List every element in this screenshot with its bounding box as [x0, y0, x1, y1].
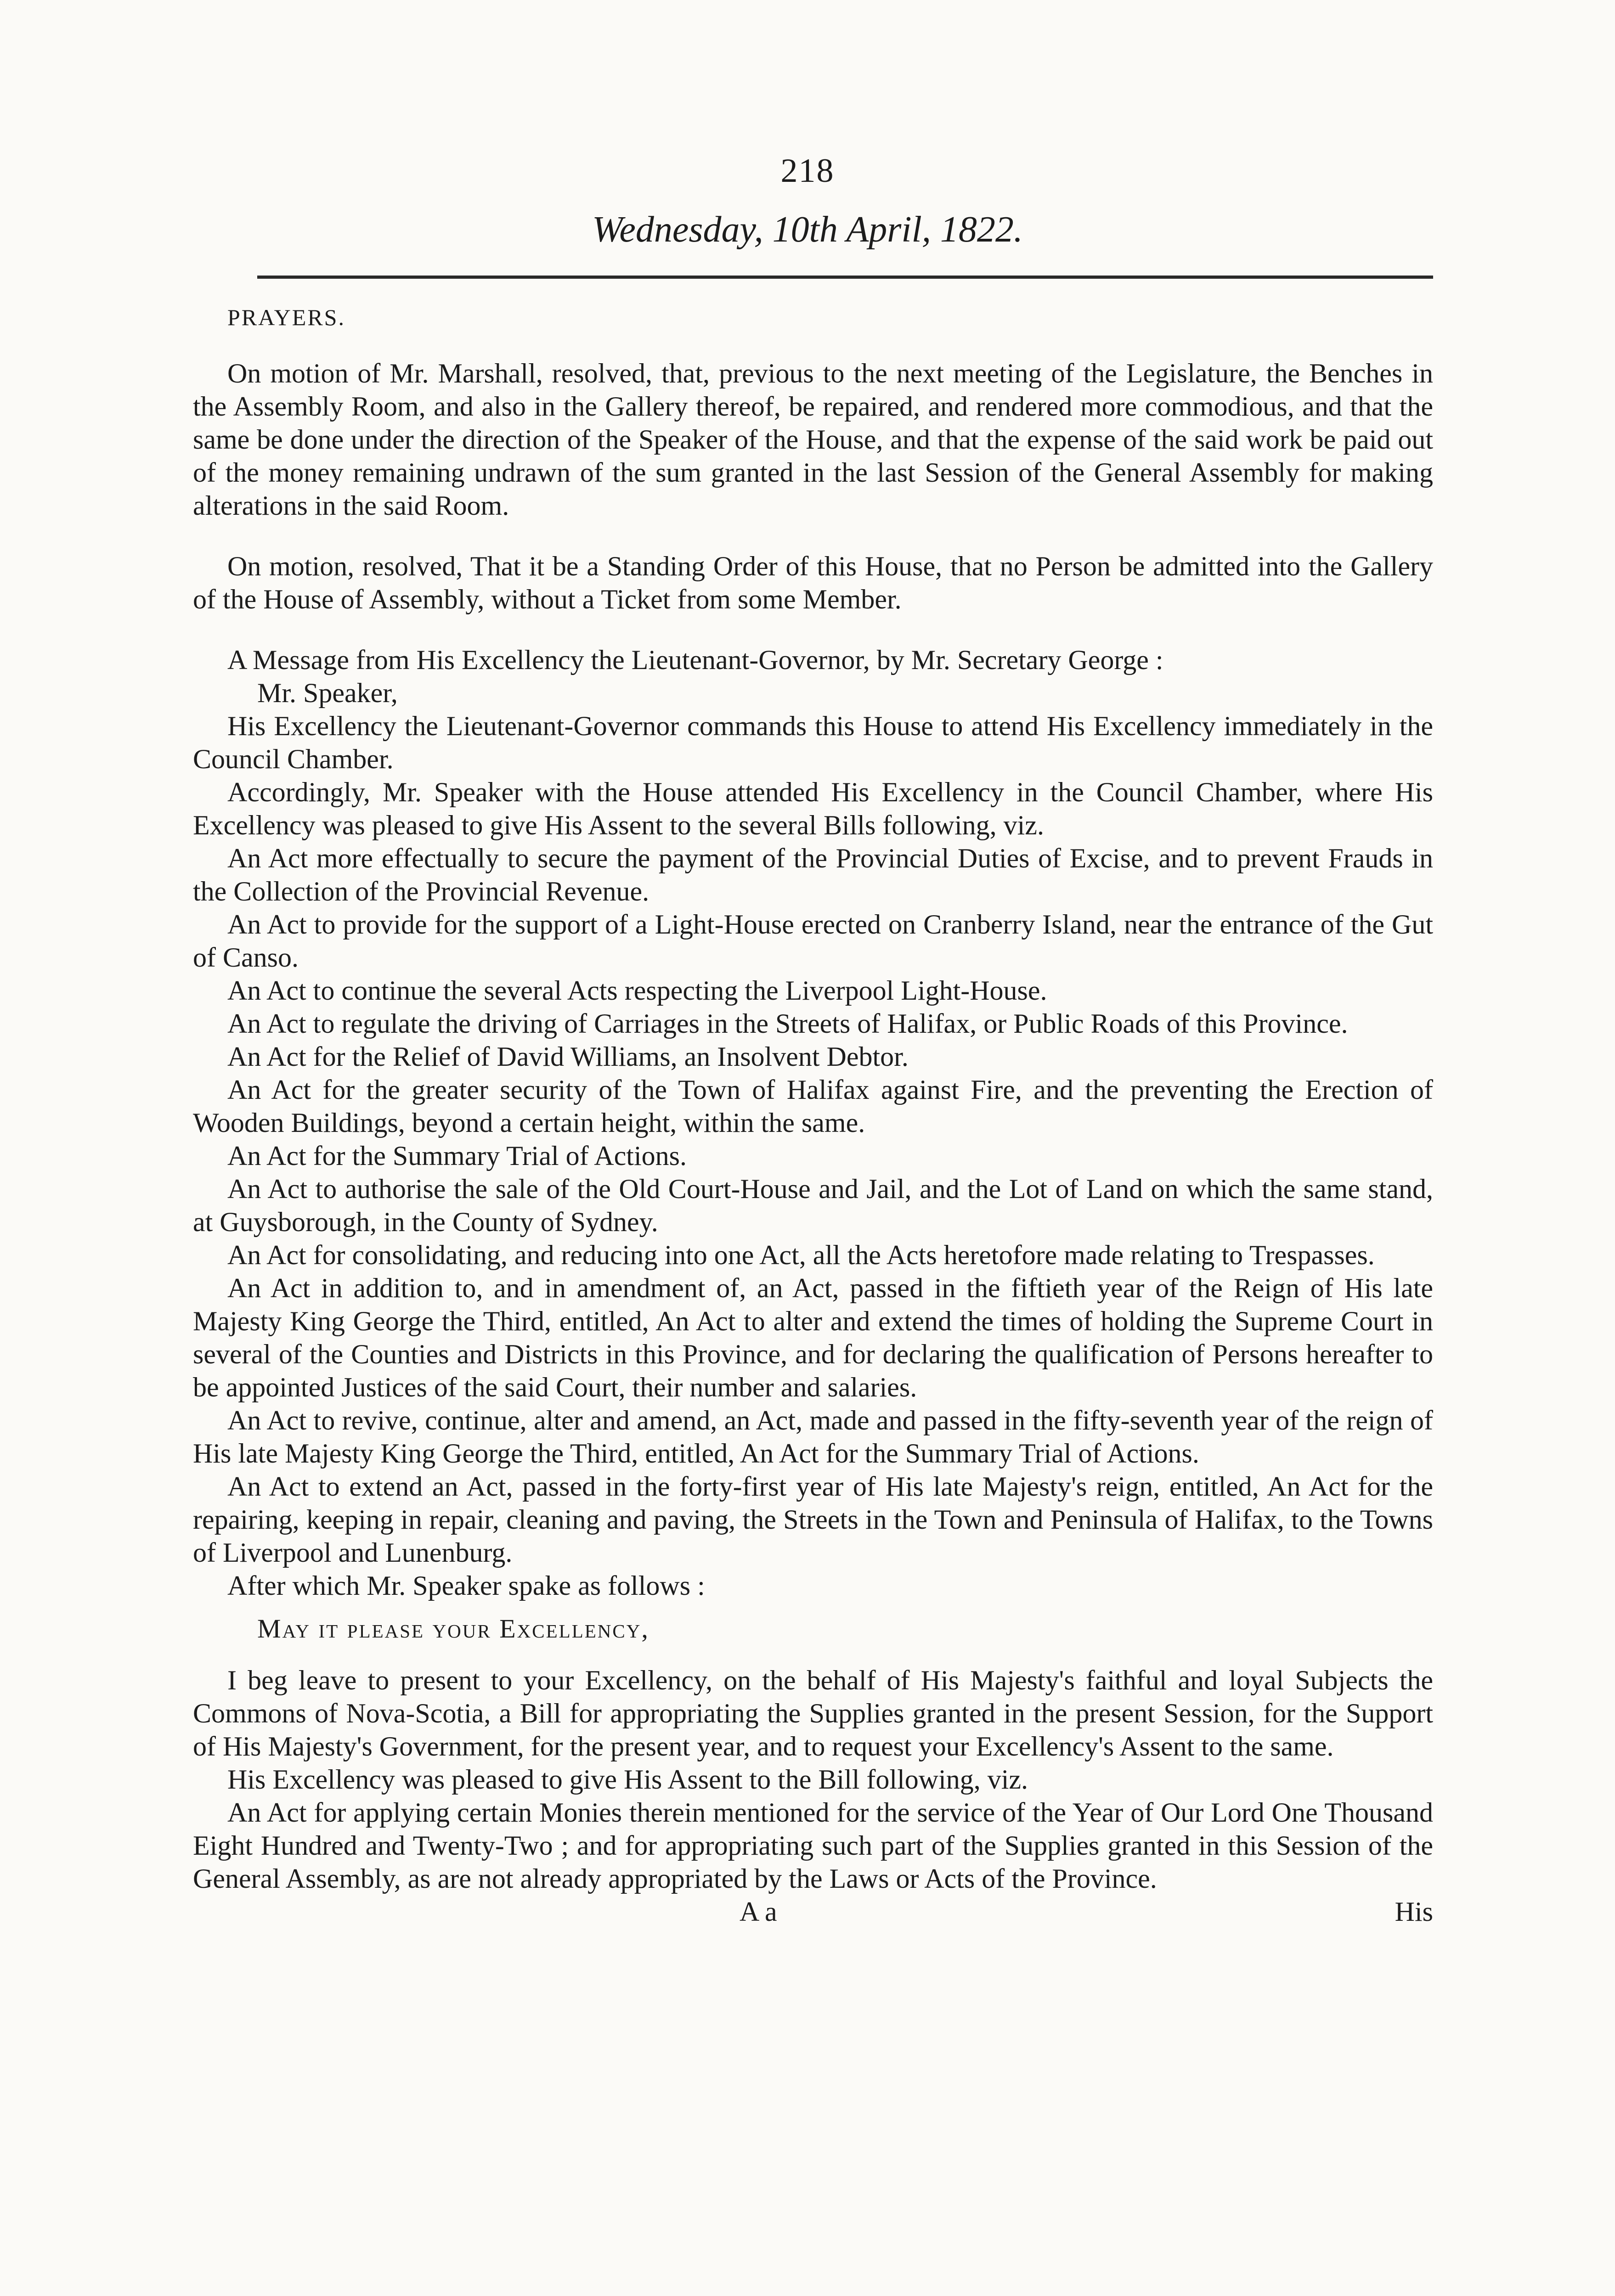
act-carriages-halifax: An Act to regulate the driving of Carriages in the Streets of Halifax, or Public Roads of this Province. [227, 1008, 1348, 1039]
act-revive-summary-trial: An Act to revive, continue, alter and amend, an Act, made and passed in the fifty-seventh year of the reign of His late Majesty King George the Third, entitled, An Act for the Summary Trial of Actions. [193, 1405, 1433, 1469]
paragraph-marshall-motion: On motion of Mr. Marshall, resolved, that, previous to the next meeting of the Legislature, the Benches in the Assembly Room, and also in the Gallery thereof, be repaired, and rendered more commodious, and that the same be done under the direction of the Speaker of the House, and that the expense of the said work be paid out of the money remaining undrawn of the sum granted in the last Session of the General Assembly for making alterations in the said Room. [193, 358, 1433, 521]
paragraph-accordingly: Accordingly, Mr. Speaker with the House attended His Excellency in the Council Chamber, where His Excellency was pleased to give His Assent to the several Bills following, viz. [193, 777, 1433, 840]
salutation-mr-speaker: Mr. Speaker, [257, 678, 398, 708]
act-trespasses: An Act for consolidating, and reducing into one Act, all the Acts heretofore made relating to Trespasses. [227, 1240, 1375, 1270]
date-heading: Wednesday, 10th April, 1822. [592, 209, 1023, 250]
paragraph-speaker-address: I beg leave to present to your Excellency, on the behalf of His Majesty's faithful and loyal Subjects the Commons of Nova-Scotia, a Bill for appropriating the Supplies granted in the present Session, for the Support of His Majesty's Government, for the present year, and to request your Excellency's Assent to the same. [193, 1665, 1433, 1761]
act-halifax-fire: An Act for the greater security of the Town of Halifax against Fire, and the preventing the Erection of Wooden Buildings, beyond a certain height, within the same. [193, 1075, 1433, 1138]
paragraph-commands-house: His Excellency the Lieutenant-Governor commands this House to attend His Excellency immediately in the Council Chamber. [193, 711, 1433, 774]
journal-body [193, 301, 1433, 1928]
act-appropriation: An Act for applying certain Monies therein mentioned for the service of the Year of Our Lord One Thousand Eight Hundred and Twenty-Two ; and for appropriating such part of the Supplies granted in this Session of the General Assembly, as are not already appropriated by the Laws or Acts of the Province. [193, 1797, 1433, 1894]
act-liverpool-lighthouse: An Act to continue the several Acts respecting the Liverpool Light-House. [227, 975, 1047, 1006]
page-number: 218 [780, 152, 835, 190]
paragraph-assent: His Excellency was pleased to give His Assent to the Bill following, viz. [227, 1764, 1028, 1795]
act-cranberry-lighthouse: An Act to provide for the support of a Light-House erected on Cranberry Island, near the entrance of the Gut of Canso. [193, 909, 1433, 973]
act-summary-trial: An Act for the Summary Trial of Actions. [227, 1141, 687, 1171]
paragraph-speaker-spake: After which Mr. Speaker spake as follows : [227, 1570, 705, 1601]
header-rule [257, 276, 1433, 279]
paragraph-standing-order: On motion, resolved, That it be a Standing Order of this House, that no Person be admitted into the Gallery of the House of Assembly, without a Ticket from some Member. [193, 551, 1433, 614]
act-guysborough-court-house: An Act to authorise the sale of the Old Court-House and Jail, and the Lot of Land on which the same stand, at Guysborough, in the County of Sydney. [193, 1174, 1433, 1237]
salutation-excellency: May it please your Excellency, [257, 1614, 649, 1643]
act-excise-duties: An Act more effectually to secure the payment of the Provincial Duties of Excise, and to prevent Frauds in the Collection of the Provincial Revenue. [193, 843, 1433, 906]
act-streets-halifax: An Act to extend an Act, passed in the forty-first year of His late Majesty's reign, entitled, An Act for the repairing, keeping in repair, cleaning and paving, the Streets in the Town and Peninsula of Halifax, to the Towns of Liverpool and Lunenburg. [193, 1471, 1433, 1568]
catchword: His [1395, 1896, 1433, 1927]
section-heading-prayers: PRAYERS. [227, 304, 345, 330]
act-supreme-court: An Act in addition to, and in amendment of, an Act, passed in the fiftieth year of the Reign of His late Majesty King George the Third, entitled, An Act to alter and extend the times of holding the Supreme Court in several of the Counties and Districts in this Province, and for declaring the qualification of Persons hereafter to be appointed Justices of the said Court, their number and salaries. [193, 1273, 1433, 1402]
paragraph-message-intro: A Message from His Excellency the Lieutenant-Governor, by Mr. Secretary George : [227, 645, 1163, 675]
signature-mark: A a [740, 1896, 777, 1927]
page-footer [193, 1895, 1433, 1928]
act-david-williams: An Act for the Relief of David Williams, an Insolvent Debtor. [227, 1041, 909, 1072]
